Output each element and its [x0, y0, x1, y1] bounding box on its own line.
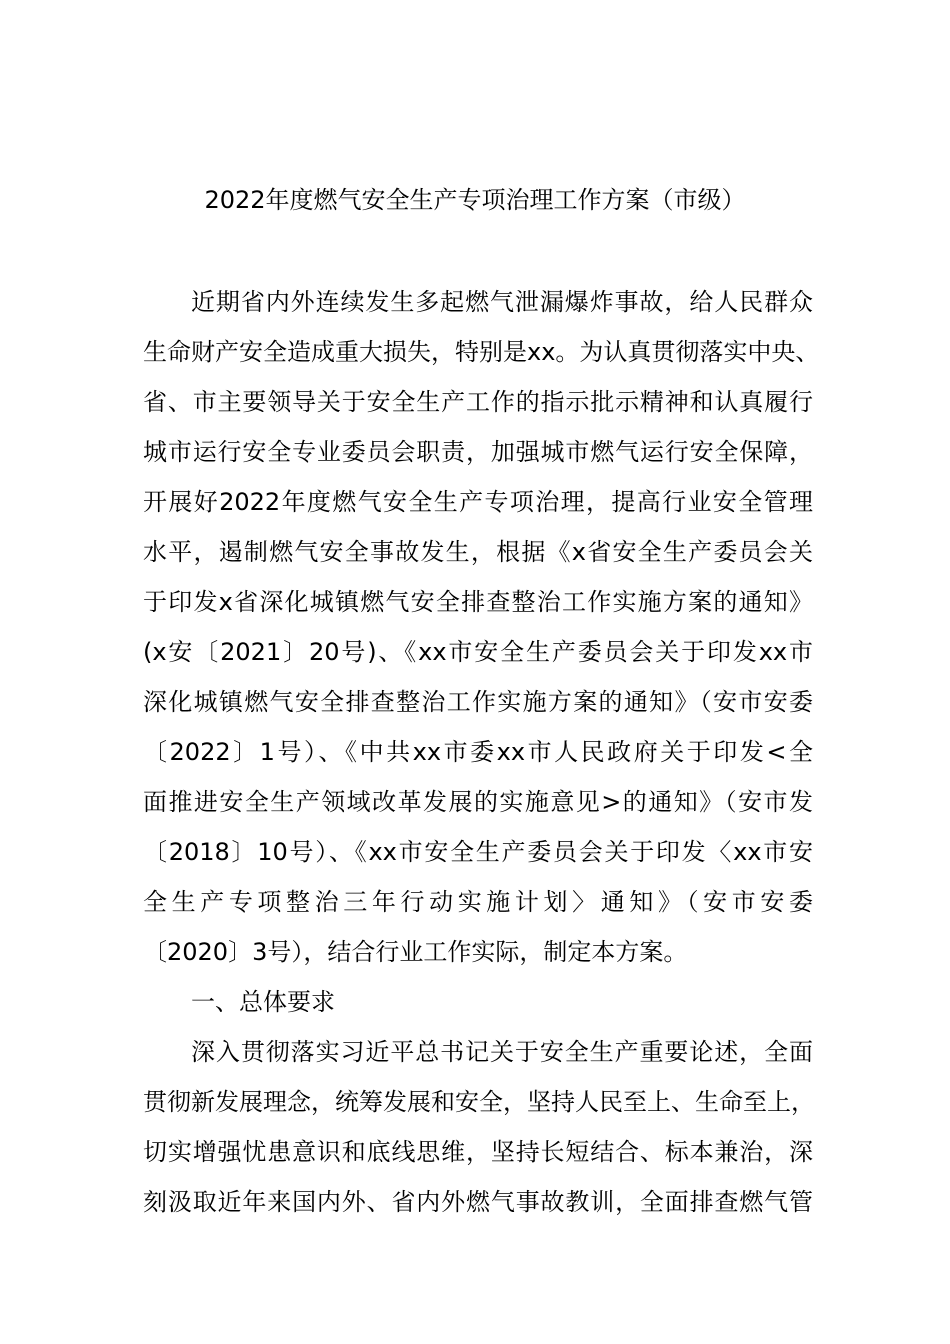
paragraph-line: 全生产专项整治三年行动实施计划〉通知》（安市安委 [143, 888, 813, 916]
paragraph-line: 生命财产安全造成重大损失，特别是xx。为认真贯彻落实中央、 [143, 338, 820, 366]
paragraph-line: 贯彻新发展理念，统筹发展和安全，坚持人民至上、生命至上， [143, 1088, 815, 1116]
paragraph-line: 切实增强忧患意识和底线思维，坚持长短结合、标本兼治，深 [143, 1138, 813, 1166]
paragraph-line: 〔2022〕1号）、《中共xx市委xx市人民政府关于印发<全 [143, 738, 813, 766]
paragraph-line: (x安〔2021〕20号)、《xx市安全生产委员会关于印发xx市 [143, 638, 813, 666]
paragraph-line: 刻汲取近年来国内外、省内外燃气事故教训，全面排查燃气管 [143, 1188, 813, 1216]
paragraph-line: 城市运行安全专业委员会职责，加强城市燃气运行安全保障， [143, 438, 813, 466]
document-title: 2022年度燃气安全生产专项治理工作方案（市级） [204, 186, 746, 214]
paragraph-line: 面推进安全生产领域改革发展的实施意见>的通知》（安市发 [143, 788, 813, 816]
paragraph-line: 〔2018〕10号）、《xx市安全生产委员会关于印发〈xx市安 [143, 838, 813, 866]
paragraph-line: 开展好2022年度燃气安全生产专项治理，提高行业安全管理 [143, 488, 813, 516]
paragraph-line: 〔2020〕3号），结合行业工作实际，制定本方案。 [143, 938, 688, 966]
section-heading: 一、总体要求 [191, 988, 335, 1016]
paragraph-line: 深化城镇燃气安全排查整治工作实施方案的通知》（安市安委 [143, 688, 813, 716]
paragraph-line: 于印发x省深化城镇燃气安全排查整治工作实施方案的通知》 [143, 588, 813, 616]
paragraph-line: 近期省内外连续发生多起燃气泄漏爆炸事故，给人民群众 [191, 288, 813, 316]
paragraph-line: 水平，遏制燃气安全事故发生，根据《x省安全生产委员会关 [143, 538, 813, 566]
document-body [143, 284, 820, 1234]
paragraph-line: 深入贯彻落实习近平总书记关于安全生产重要论述，全面 [191, 1038, 813, 1066]
paragraph-line: 省、市主要领导关于安全生产工作的指示批示精神和认真履行 [143, 388, 813, 416]
